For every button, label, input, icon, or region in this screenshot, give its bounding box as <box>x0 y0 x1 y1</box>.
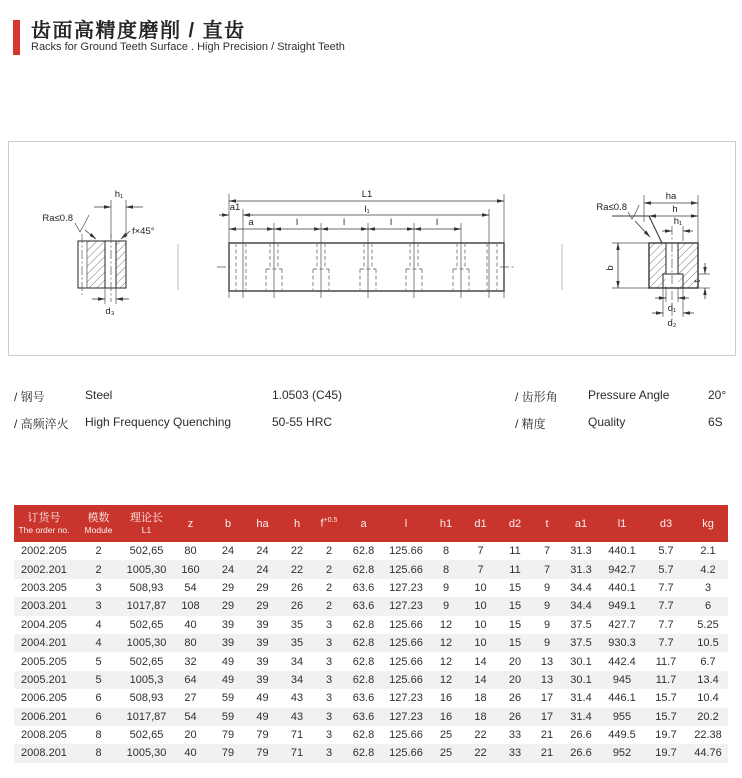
table-cell: 11.7 <box>655 655 677 668</box>
table-cell: 13 <box>540 673 554 686</box>
table-cell: 15 <box>508 600 522 613</box>
dim-label-d1: d₁ <box>667 303 677 314</box>
table-cell: 502,65 <box>129 655 164 668</box>
table-cell: 37.5 <box>570 618 592 631</box>
spec-steel-label-zh: / 钢号 <box>14 390 45 404</box>
table-cell: 15.7 <box>655 692 677 705</box>
dim-label-t: t <box>692 279 703 283</box>
table-cell: 5.7 <box>658 545 674 558</box>
table-cell: 2005.201 <box>21 673 67 686</box>
column-header: a1 <box>574 517 588 530</box>
table-cell: 62.8 <box>352 747 375 760</box>
table-cell: 2 <box>95 545 102 558</box>
column-header: z <box>187 517 194 530</box>
spec-quench-value: 50-55 HRC <box>272 415 333 429</box>
table-cell: 17 <box>540 692 554 705</box>
table-cell: 1005,3 <box>129 673 164 686</box>
table-cell: 35 <box>290 618 304 631</box>
column-header: d1 <box>474 517 487 530</box>
table-cell: 1005,30 <box>126 637 167 650</box>
column-header: h1 <box>439 517 453 530</box>
table-cell: 7.7 <box>658 581 674 594</box>
table-cell: 2 <box>325 545 333 558</box>
table-cell: 125.66 <box>389 729 423 742</box>
table-cell: 442.4 <box>608 655 636 668</box>
table-cell: 955 <box>612 710 632 723</box>
table-row <box>14 597 728 615</box>
spec-angle-value: 20° <box>708 388 727 402</box>
spec-angle-label-en: Pressure Angle <box>588 388 670 402</box>
table-cell: 26 <box>290 581 304 594</box>
column-header: 模数 Module <box>84 512 113 535</box>
table-cell: 39 <box>221 637 235 650</box>
table-cell: 79 <box>256 747 269 760</box>
table-cell: 2 <box>95 563 102 576</box>
table-cell: 30.1 <box>570 655 592 668</box>
table-cell: 3 <box>95 581 102 594</box>
table-cell: 14 <box>474 673 487 686</box>
table-cell: 125.66 <box>389 655 423 668</box>
table-cell: 71 <box>290 747 304 760</box>
dim-label-l1: l₁ <box>364 204 370 215</box>
table-cell: 7 <box>543 563 551 576</box>
table-cell: 26 <box>508 692 522 705</box>
technical-drawing <box>9 142 733 353</box>
table-cell: 22 <box>474 747 487 760</box>
table-cell: 15 <box>508 637 522 650</box>
column-header: l1 <box>617 517 627 530</box>
table-cell: 7.7 <box>658 637 674 650</box>
table-cell: 31.3 <box>570 563 592 576</box>
column-header: d2 <box>508 517 522 530</box>
table-cell: 5 <box>95 673 102 686</box>
table-cell: 2006.205 <box>21 692 67 705</box>
table-row <box>14 744 728 762</box>
table-cell: 2004.205 <box>21 618 67 631</box>
table-cell: 8 <box>95 747 102 760</box>
table-cell: 108 <box>181 600 200 613</box>
table-cell: 34 <box>290 655 304 668</box>
table-cell: 24 <box>256 563 269 576</box>
dim-label-f45: f×45° <box>132 226 155 237</box>
table-cell: 18 <box>474 692 487 705</box>
table-cell: 40 <box>184 618 197 631</box>
table-cell: 7 <box>477 563 484 576</box>
table-row <box>14 634 728 652</box>
table-cell: 10 <box>474 581 487 594</box>
table-cell: 35 <box>290 637 304 650</box>
table-cell: 21 <box>540 729 554 742</box>
table-cell: 3 <box>325 747 333 760</box>
table-cell: 79 <box>221 729 235 742</box>
dim-label-L1: L1 <box>361 189 373 200</box>
table-cell: 6.7 <box>700 655 716 668</box>
table-cell: 15 <box>508 581 522 594</box>
table-cell: 63.6 <box>352 581 375 594</box>
rack-top-view-drawing <box>217 189 516 298</box>
table-cell: 10.5 <box>697 637 719 650</box>
table-cell: 3 <box>325 637 333 650</box>
table-cell: 6 <box>95 692 102 705</box>
table-cell: 4.2 <box>700 563 716 576</box>
table-cell: 49 <box>221 655 235 668</box>
spec-quality-value: 6S <box>708 415 723 429</box>
table-cell: 17 <box>540 710 554 723</box>
table-cell: 3 <box>704 581 712 594</box>
column-header: $f^{+0.5}$ <box>320 517 338 530</box>
table-cell: 24 <box>256 545 269 558</box>
table-cell: 127.23 <box>389 710 423 723</box>
spec-quality-label-zh: / 精度 <box>515 417 546 431</box>
column-header: h <box>293 517 301 530</box>
table-row <box>14 671 728 689</box>
table-cell: 13.4 <box>697 673 719 686</box>
table-cell: 4 <box>95 637 102 650</box>
table-cell: 34.4 <box>570 600 592 613</box>
table-cell: 79 <box>221 747 235 760</box>
dim-label-h: h <box>672 204 678 215</box>
table-cell: 2003.205 <box>21 581 67 594</box>
table-cell: 508,93 <box>129 581 164 594</box>
table-cell: 502,65 <box>129 618 164 631</box>
table-cell: 5.25 <box>697 618 719 631</box>
dim-label-a1: a1 <box>229 202 241 213</box>
spec-table-header-row <box>14 505 728 542</box>
column-header: 订货号 The order no. <box>18 512 70 535</box>
table-cell: 3 <box>325 673 333 686</box>
table-cell: 160 <box>181 563 200 576</box>
table-cell: 26 <box>290 600 304 613</box>
table-cell: 34.4 <box>570 581 592 594</box>
table-row <box>14 616 728 634</box>
table-cell: 80 <box>184 637 197 650</box>
table-cell: 20 <box>508 673 522 686</box>
table-cell: 930.3 <box>608 637 636 650</box>
table-cell: 449.5 <box>608 729 636 742</box>
table-cell: 1017,87 <box>126 710 167 723</box>
table-cell: 16 <box>439 710 453 723</box>
table-cell: 9 <box>442 581 450 594</box>
table-cell: 10 <box>474 637 487 650</box>
dim-label-h1: h₁ <box>114 189 124 200</box>
table-cell: 62.8 <box>352 673 375 686</box>
table-cell: 62.8 <box>352 655 375 668</box>
column-header: 理论长 L1 <box>130 512 163 535</box>
table-cell: 3 <box>325 710 333 723</box>
table-cell: 127.23 <box>389 581 423 594</box>
table-cell: 59 <box>221 692 235 705</box>
table-cell: 3 <box>325 729 333 742</box>
table-cell: 3 <box>325 692 333 705</box>
table-cell: 440.1 <box>608 545 636 558</box>
table-cell: 8 <box>442 545 450 558</box>
surface-finish-label: Ra≤0.8 <box>596 202 627 213</box>
table-cell: 79 <box>256 729 269 742</box>
table-cell: 12 <box>439 637 453 650</box>
surface-finish-label: Ra≤0.8 <box>42 213 73 224</box>
table-cell: 2008.201 <box>21 747 67 760</box>
spec-quench-label-en: High Frequency Quenching <box>85 415 232 429</box>
table-cell: 2003.201 <box>21 600 67 613</box>
table-cell: 39 <box>256 637 269 650</box>
table-cell: 2002.201 <box>21 563 67 576</box>
table-cell: 9 <box>543 637 551 650</box>
table-cell: 125.66 <box>389 673 423 686</box>
dim-label-ha: ha <box>665 191 677 202</box>
table-cell: 6 <box>95 710 102 723</box>
table-cell: 949.1 <box>608 600 636 613</box>
table-row <box>14 726 728 744</box>
spec-table-body <box>14 542 728 763</box>
table-row <box>14 542 728 560</box>
table-cell: 9 <box>543 618 551 631</box>
technical-drawing-panel <box>8 141 736 356</box>
table-cell: 31.4 <box>570 692 592 705</box>
spec-quality-label-en: Quality <box>588 415 626 429</box>
column-header: ha <box>256 517 269 530</box>
table-cell: 30.1 <box>570 673 592 686</box>
table-cell: 32 <box>184 655 197 668</box>
spec-quench-label-zh: / 高频淬火 <box>14 417 69 431</box>
table-cell: 59 <box>221 710 235 723</box>
table-cell: 26.6 <box>570 729 592 742</box>
table-cell: 62.8 <box>352 618 375 631</box>
table-cell: 11 <box>509 563 521 576</box>
table-cell: 62.8 <box>352 729 375 742</box>
table-cell: 63.6 <box>352 710 375 723</box>
table-cell: 125.66 <box>389 563 423 576</box>
table-cell: 1017,87 <box>126 600 167 613</box>
table-cell: 15 <box>508 618 522 631</box>
dim-label-l: l <box>342 217 346 228</box>
table-cell: 125.66 <box>389 637 423 650</box>
table-cell: 80 <box>184 545 197 558</box>
table-cell: 8 <box>95 729 102 742</box>
table-cell: 125.66 <box>389 545 423 558</box>
table-cell: 25 <box>439 747 453 760</box>
table-cell: 10.4 <box>697 692 719 705</box>
table-cell: 26.6 <box>570 747 592 760</box>
table-cell: 3 <box>325 655 333 668</box>
table-cell: 39 <box>256 673 269 686</box>
table-cell: 125.66 <box>389 618 423 631</box>
table-row <box>14 579 728 597</box>
table-cell: 31.4 <box>570 710 592 723</box>
rack-side-section-drawing <box>596 191 710 329</box>
table-cell: 3 <box>95 600 102 613</box>
column-header: kg <box>702 517 714 530</box>
dim-label-b: b <box>605 265 616 271</box>
table-cell: 71 <box>290 729 304 742</box>
table-cell: 2.1 <box>700 545 716 558</box>
spec-steel-value: 1.0503 (C45) <box>272 388 343 402</box>
table-row <box>14 689 728 707</box>
column-header: d3 <box>659 517 673 530</box>
table-cell: 7.7 <box>658 600 674 613</box>
table-cell: 10 <box>474 618 487 631</box>
table-cell: 44.76 <box>694 747 722 760</box>
table-cell: 952 <box>612 747 632 760</box>
table-cell: 29 <box>256 600 269 613</box>
table-cell: 62.8 <box>352 637 375 650</box>
dim-label-a: a <box>248 217 254 228</box>
table-cell: 63.6 <box>352 600 375 613</box>
table-cell: 15.7 <box>655 710 677 723</box>
table-cell: 7.7 <box>658 618 674 631</box>
table-cell: 7 <box>477 545 484 558</box>
table-cell: 62.8 <box>352 545 375 558</box>
table-cell: 13 <box>540 655 554 668</box>
dim-label-d2: d₂ <box>667 318 677 329</box>
table-cell: 19.7 <box>655 729 677 742</box>
table-cell: 31.3 <box>570 545 592 558</box>
table-cell: 508,93 <box>129 692 164 705</box>
table-cell: 502,65 <box>129 729 164 742</box>
table-cell: 127.23 <box>389 600 423 613</box>
table-cell: 1005,30 <box>126 747 167 760</box>
rack-spec-table <box>14 505 728 763</box>
table-row <box>14 560 728 578</box>
table-cell: 63.6 <box>352 692 375 705</box>
table-cell: 20.2 <box>697 710 719 723</box>
table-cell: 6 <box>704 600 712 613</box>
table-cell: 33 <box>508 747 522 760</box>
table-cell: 16 <box>439 692 453 705</box>
table-cell: 2 <box>325 581 333 594</box>
table-cell: 40 <box>184 747 197 760</box>
table-cell: 12 <box>439 618 453 631</box>
table-cell: 37.5 <box>570 637 592 650</box>
table-cell: 2008.205 <box>21 729 67 742</box>
dim-label-h1: h₁ <box>673 216 683 227</box>
table-cell: 64 <box>184 673 197 686</box>
table-cell: 43 <box>290 710 304 723</box>
table-cell: 22.38 <box>694 729 722 742</box>
table-cell: 24 <box>221 545 235 558</box>
table-row <box>14 652 728 670</box>
table-cell: 62.8 <box>352 563 375 576</box>
spec-angle-label-zh: / 齿形角 <box>515 390 558 404</box>
table-cell: 21 <box>540 747 554 760</box>
table-cell: 39 <box>256 655 269 668</box>
rack-end-section-drawing <box>42 189 154 317</box>
table-cell: 19.7 <box>655 747 677 760</box>
page-subtitle: Racks for Ground Teeth Surface . High Precision / Straight Teeth <box>31 41 345 53</box>
table-cell: 49 <box>256 692 269 705</box>
table-cell: 440.1 <box>608 581 636 594</box>
dim-label-l: l <box>435 217 439 228</box>
table-cell: 942.7 <box>608 563 636 576</box>
table-cell: 22 <box>474 729 487 742</box>
table-cell: 39 <box>221 618 235 631</box>
column-header: t <box>545 517 549 530</box>
dim-label-d3: d₃ <box>105 306 115 317</box>
table-cell: 7 <box>543 545 551 558</box>
column-header: a <box>360 517 367 530</box>
table-cell: 54 <box>184 581 197 594</box>
table-cell: 11 <box>509 545 521 558</box>
table-cell: 54 <box>184 710 197 723</box>
table-cell: 2002.205 <box>21 545 67 558</box>
table-cell: 9 <box>543 600 551 613</box>
table-cell: 14 <box>474 655 487 668</box>
table-cell: 2004.201 <box>21 637 67 650</box>
table-cell: 24 <box>221 563 235 576</box>
table-cell: 502,65 <box>129 545 164 558</box>
table-cell: 12 <box>439 655 453 668</box>
table-cell: 5 <box>95 655 102 668</box>
table-cell: 22 <box>290 563 304 576</box>
table-cell: 26 <box>508 710 522 723</box>
table-cell: 12 <box>439 673 453 686</box>
table-cell: 25 <box>439 729 453 742</box>
table-cell: 446.1 <box>608 692 636 705</box>
table-cell: 49 <box>221 673 235 686</box>
table-cell: 39 <box>256 618 269 631</box>
table-cell: 2 <box>325 563 333 576</box>
title-accent-bar <box>13 20 20 55</box>
table-cell: 127.23 <box>389 692 423 705</box>
table-cell: 8 <box>442 563 450 576</box>
table-cell: 9 <box>543 581 551 594</box>
table-cell: 1005,30 <box>126 563 167 576</box>
table-cell: 20 <box>508 655 522 668</box>
table-cell: 2005.205 <box>21 655 67 668</box>
table-cell: 5.7 <box>658 563 674 576</box>
table-cell: 33 <box>508 729 522 742</box>
table-cell: 29 <box>221 600 235 613</box>
table-cell: 9 <box>442 600 450 613</box>
table-cell: 27 <box>184 692 197 705</box>
table-cell: 3 <box>325 618 333 631</box>
table-cell: 4 <box>95 618 102 631</box>
table-cell: 945 <box>612 673 632 686</box>
spec-steel-label-en: Steel <box>85 388 113 402</box>
table-cell: 10 <box>474 600 487 613</box>
table-cell: 43 <box>290 692 304 705</box>
hidden-hole-lines <box>236 243 497 291</box>
table-cell: 49 <box>256 710 269 723</box>
dim-label-l: l <box>389 217 393 228</box>
table-cell: 22 <box>290 545 304 558</box>
table-cell: 11.7 <box>655 673 677 686</box>
column-header: b <box>224 517 232 530</box>
table-cell: 29 <box>221 581 235 594</box>
table-cell: 2006.201 <box>21 710 67 723</box>
table-cell: 18 <box>474 710 487 723</box>
table-cell: 20 <box>184 729 197 742</box>
table-cell: 34 <box>290 673 304 686</box>
table-row <box>14 708 728 726</box>
table-cell: 427.7 <box>608 618 636 631</box>
page-title: 齿面高精度磨削 / 直齿 <box>31 20 246 42</box>
dim-label-l: l <box>295 217 299 228</box>
table-cell: 125.66 <box>389 747 423 760</box>
table-cell: 2 <box>325 600 333 613</box>
table-cell: 29 <box>256 581 269 594</box>
column-header: l <box>404 517 408 530</box>
